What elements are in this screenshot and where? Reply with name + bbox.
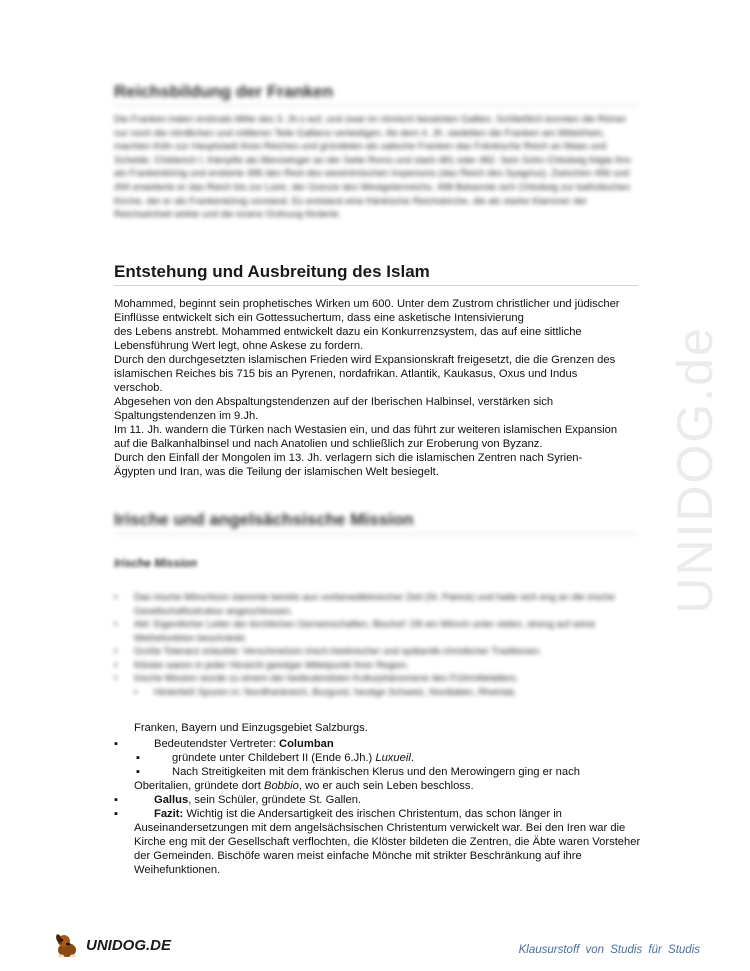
list-item-text: Bedeutendster Vertreter:	[154, 738, 280, 750]
fazit-label: Fazit:	[154, 808, 184, 820]
paragraph-text: Die Franken traten erstmals Mitte des 3. Jh.s auf, und zwar im römisch besetzten Gallien. Schließlich konnten die Römer nur noch die nördlichen und mittleren Teile Galliens verteidigen. Ab dem 4. Jh. siedelten die Franken am Mittelrhein, machten Köln zur Hauptstadt ihres Reiches und gründeten als salische Franken das Fränkische Reich an Maas und Schelde. Childerich I. Kämpfte als Merowinger an der Seite Roms und starb 481 oder 482. Sein Sohn Chlodwig folgte ihm als Frankenkönig und eroberte 486 den Rest des weströmischen Imperiums (das Reich des Syagrius). Zwischen 496 und 494 erweiterte er das Reich bis zur Loire, der Grenze des Westgotenreichs. 498 Bekannte sich Chlodwig zur katholischen Kirche, der er als Frankenkönig vorstand. Es entstand eine fränkische Reichskirche, die als starke Klammer der Reichseinheit wirkte und die innere Ordnung förderte.	[114, 114, 631, 221]
list-item-gallus	[114, 793, 644, 807]
fazit-text: Wichtig ist die Andersartigkeit des irischen Christentum, das schon länger in Auseinandersetzungen mit dem angelsächsischen Christentum verwickelt war. Bei den Iren war die Kirche eng mit der Gesellschaft verflochten, die Klöster bildeten die Zentren, die Äbte waren Vorsteher der Gemeinden. Bischöfe waren meist einfache Mönche mit strikter Beschränkung auf ihre Weihefunktionen.	[134, 808, 641, 876]
list-item-fazit	[114, 807, 644, 877]
section-paragraph-islam	[114, 297, 638, 479]
list-item-sub	[114, 765, 644, 779]
mission-list	[114, 737, 644, 877]
list-item-text: Klöster waren in jeder Hinsicht geistiger Mittelpunkt ihrer Region.	[134, 659, 410, 671]
list-item	[114, 672, 644, 686]
paragraph-line: islamischen Reiches bis 715 bis an Pyrenen, nordafrikan. Atlantik, Kaukasus, Oxus und Indus	[114, 368, 578, 380]
list-item	[114, 591, 644, 618]
bullet-icon: •	[114, 592, 118, 603]
dog-mascot-icon	[52, 930, 82, 960]
paragraph-line: Spaltungstendenzen im 9.Jh.	[114, 410, 259, 422]
paragraph-line: Durch den durchgesetzten islamischen Frieden wird Expansionskraft freigesetzt, die die Grenzen des	[114, 354, 616, 366]
list-item-text: Franken, Bayern und Einzugsgebiet Salzburgs.	[134, 722, 368, 734]
list-item-continuation	[134, 721, 634, 735]
luxueil-italic: Luxueil	[375, 752, 411, 764]
paragraph-line: Mohammed, beginnt sein prophetisches Wirken um 600. Unter dem Zustrom christlicher und jüdischer	[114, 298, 620, 310]
paragraph-line: Abgesehen von den Abspaltungstendenzen auf der Iberischen Halbinsel, verstärken sich	[114, 396, 554, 408]
square-bullet-icon: ▪	[114, 738, 118, 750]
section-heading-islam: Entstehung und Ausbreitung des Islam	[114, 262, 638, 286]
list-item-text: Große Toleranz erlaubte: Verschmelzen irisch-heidnischer und spätantik-christlicher Traditionen.	[134, 646, 542, 657]
list-item-sub-cont	[114, 779, 644, 793]
section-paragraph-franken	[114, 113, 638, 222]
columban-name: Columban	[279, 738, 334, 750]
section-heading-mission: Irische und angelsächsische Mission	[114, 510, 638, 534]
bullet-icon: •	[114, 646, 118, 657]
watermark-text: UNIDOG.de	[667, 326, 724, 614]
list-item	[114, 686, 644, 700]
unidog-logo	[52, 930, 171, 960]
paragraph-line: verschob.	[114, 382, 163, 394]
list-item	[114, 618, 644, 645]
list-item-text: gründete unter Childebert II (Ende 6.Jh.)	[172, 752, 376, 764]
bullet-icon: •	[114, 619, 118, 630]
list-item-text: Hinterließ Spuren in: Nordfrankreich, Burgund, heutige Schweiz, Nordtalien, Rheintal,	[154, 686, 517, 698]
list-item-text: , wo er auch sein Leben beschloss.	[298, 780, 474, 792]
square-bullet-icon: ▪	[136, 766, 140, 778]
list-item-text: Nach Streitigkeiten mit dem fränkischen Klerus und den Merowingern ging er nach	[172, 766, 580, 778]
list-item-sub	[114, 751, 644, 765]
list-item-text: , sein Schüler, gründete St. Gallen.	[188, 794, 362, 806]
list-item-text: .	[410, 752, 414, 764]
bullet-icon: •	[114, 673, 118, 684]
footer-tagline: Klausurstoff von Studis für Studis	[518, 944, 700, 956]
list-item	[114, 645, 644, 659]
bullet-icon: •	[134, 686, 138, 698]
list-item	[114, 659, 644, 673]
paragraph-line: Einflüsse entwickelt sich ein Gottessuchertum, dass eine asketische Intensivierung	[114, 312, 524, 324]
gallus-name: Gallus	[154, 794, 189, 806]
list-item-columban	[114, 737, 644, 751]
list-item-text: Irische Mission wurde zu einem der bedeutendsten Kulturphänomene des Frühmittelalters.	[134, 673, 519, 684]
mission-list-blurred	[114, 591, 644, 699]
square-bullet-icon: ▪	[114, 808, 118, 820]
logo-text: UNIDOG.DE	[86, 936, 172, 954]
square-bullet-icon: ▪	[114, 794, 118, 806]
paragraph-line: Durch den Einfall der Mongolen im 13. Jh. verlagern sich die islamischen Zentren nach Syrien-	[114, 452, 583, 464]
list-item-text: Abt: Eigentlicher Leiter der kirchlichen Gemeinschaften, Bischof: Oft ein Mönch unter vielen, streng auf seine Weihefunktion beschränkt.	[134, 619, 596, 644]
list-item-text: Das irische Mönchtum stammte bereits aus vorbenediktinischer Zeit (St. Patrick) und hatte sich eng an die irische Gesellschaftsstruktur angeschlossen.	[134, 592, 615, 617]
paragraph-line: Ägypten und Iran, was die Teilung der islamischen Welt besiegelt.	[114, 466, 439, 478]
subheading-irische-mission: Irische Mission	[114, 558, 198, 570]
square-bullet-icon: ▪	[136, 752, 140, 764]
paragraph-line: Im 11. Jh. wandern die Türken nach Westasien ein, und das führt zur weiteren islamischen Expansion	[114, 424, 618, 436]
paragraph-line: des Lebens anstrebt. Mohammed entwickelt dazu ein Konkurrenzsystem, das auf eine sittliche	[114, 326, 582, 338]
bobbio-italic: Bobbio	[263, 780, 299, 792]
bullet-icon: •	[114, 659, 118, 671]
list-item-text: Oberitalien, gründete dort	[134, 780, 264, 792]
paragraph-line: Lebensführung Wert legt, ohne Askese zu fordern.	[114, 340, 364, 352]
section-heading-franken: Reichsbildung der Franken	[114, 82, 638, 106]
paragraph-line: auf die Balkanhalbinsel und nach Anatolien und schließlich zur Eroberung von Byzanz.	[114, 438, 543, 450]
